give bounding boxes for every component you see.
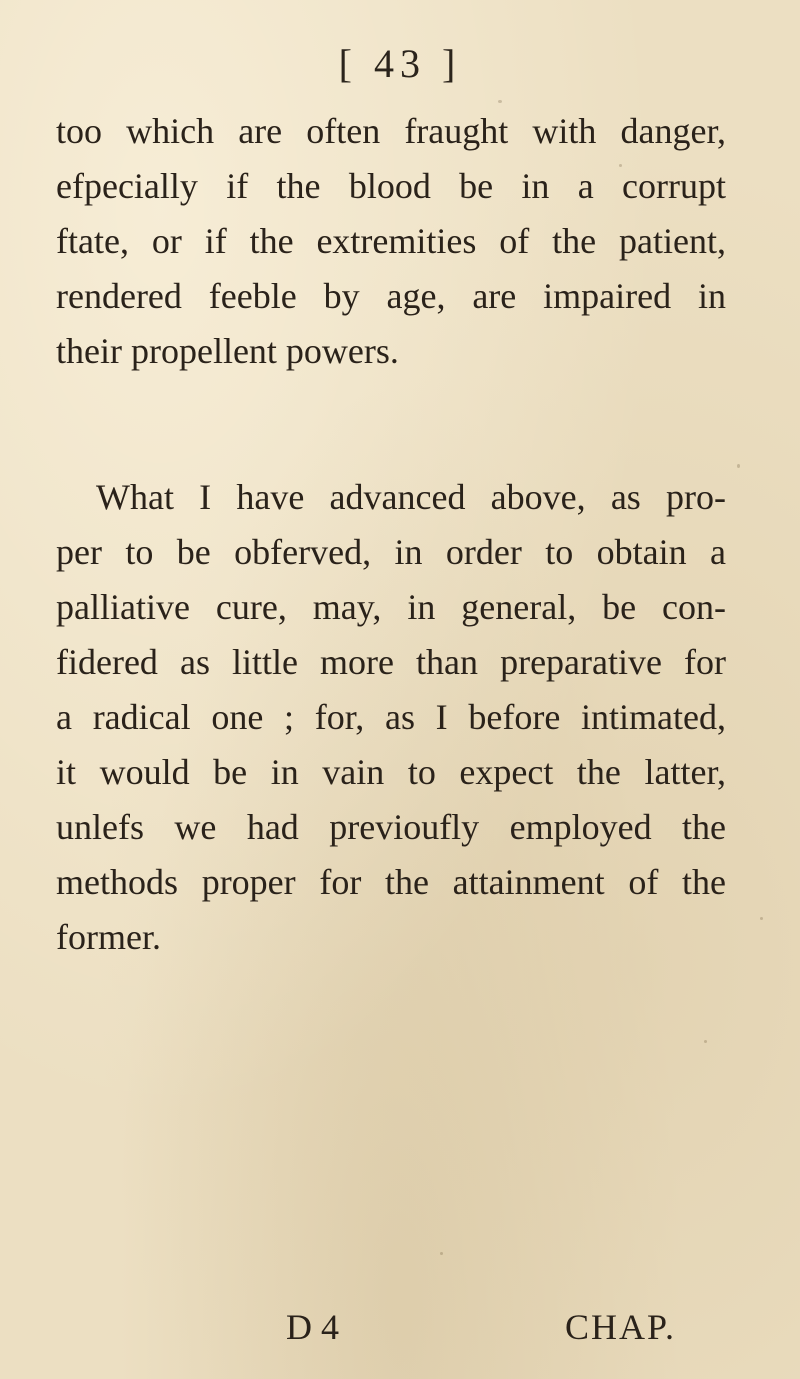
text-line: per to be obferved, in order to obtain a [56,532,726,572]
text-line: rendered feeble by age, are impaired in [56,276,726,316]
text-line: palliative cure, may, in general, be con- [56,587,726,627]
catchword: CHAP. [565,1307,677,1347]
paper-speck [440,1252,443,1255]
paper-speck [704,1040,707,1043]
text-line: fidered as little more than preparative for [56,642,726,682]
paper-speck [498,100,502,103]
paper-speck [619,164,622,167]
text-line: unlefs we had previoufly employed the [56,807,726,847]
paper-speck [760,917,763,920]
signature-mark: D 4 [286,1307,339,1347]
text-line: former. [56,917,161,957]
page-footer [0,1306,800,1356]
page-number: [ 43 ] [338,41,462,86]
text-line: What I have advanced above, as pro- [96,477,726,517]
paragraph-1 [56,104,726,379]
paper-speck [737,464,740,468]
text-line: a radical one ; for, as I before intimated, [56,697,726,737]
text-line: ftate, or if the extremities of the patient, [56,221,726,261]
text-line: too which are often fraught with danger, [56,111,726,151]
text-line: efpecially if the blood be in a corrupt [56,166,726,206]
text-line: methods proper for the attainment of the [56,862,726,902]
text-line: their propellent powers. [56,331,399,371]
paragraph-2 [56,470,726,965]
text-line: it would be in vain to expect the latter, [56,752,726,792]
